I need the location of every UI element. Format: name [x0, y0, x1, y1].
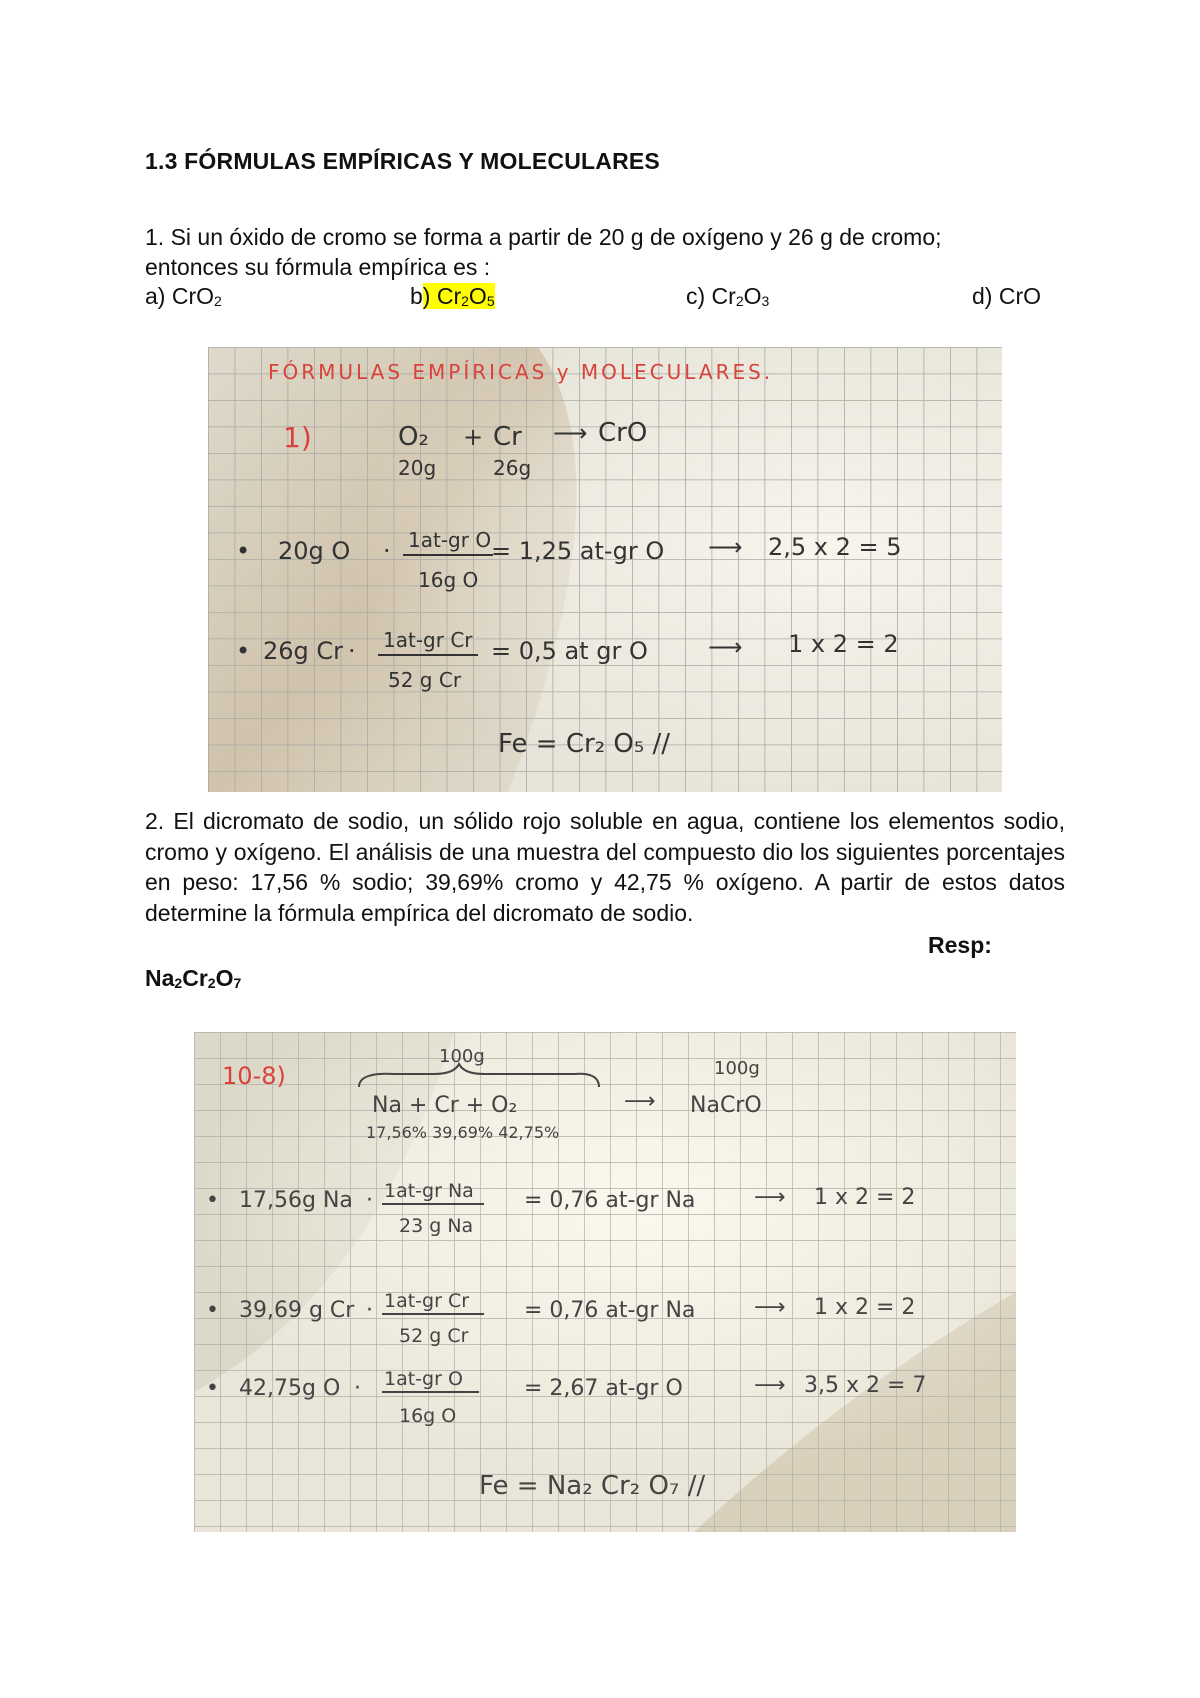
row2-calculation-2: 1 x 2 = 2 — [814, 1295, 916, 1320]
notebook-page-2 — [194, 1032, 1016, 1532]
highlighted-answer: ) $Cr_2O_5$ — [422, 283, 495, 309]
reactant-chromium: Cr — [493, 422, 522, 452]
handwritten-solution-photo-2 — [194, 1032, 1016, 1532]
empirical-formula-result: Fe = Cr₂ O₅ // — [498, 729, 671, 759]
row2-calculation: 1 x 2 = 2 — [788, 630, 899, 658]
plus-sign: + — [463, 423, 484, 451]
option-a: a) CrO$_2$ — [145, 283, 222, 309]
row2-dot: · — [348, 637, 356, 665]
row3-calculation-2: 3,5 x 2 = 7 — [804, 1373, 927, 1398]
row1-calculation: 2,5 x 2 = 5 — [768, 533, 902, 561]
row2-numerator-2: 1at-gr Cr — [384, 1290, 470, 1312]
notebook-page-1 — [208, 347, 1002, 792]
option-d: d) CrO — [972, 283, 1041, 309]
total-mass-product: 100g — [714, 1058, 760, 1079]
percent-composition: 17,56% 39,69% 42,75% — [366, 1123, 560, 1142]
product-formula-2: NaCrO — [690, 1093, 762, 1118]
problem-number-2: 10-8) — [222, 1062, 286, 1090]
empirical-formula-result-2: Fe = Na₂ Cr₂ O₇ // — [479, 1471, 706, 1501]
row2-denominator-2: 52 g Cr — [399, 1325, 469, 1347]
row1-result: = 1,25 at-gr O — [491, 537, 665, 565]
row1-arrow-2: ⟶ — [754, 1185, 786, 1210]
row2-quantity-2: 39,69 g Cr — [239, 1298, 355, 1323]
row1-calculation-2: 1 x 2 = 2 — [814, 1185, 916, 1210]
row3-arrow-2: ⟶ — [754, 1373, 786, 1398]
row3-bullet-2: • — [206, 1376, 219, 1401]
reactants-equation: Na + Cr + O₂ — [372, 1093, 518, 1118]
answer-formula: $Na_2Cr_2O_7$ — [145, 965, 242, 991]
row3-numerator-2: 1at-gr O — [384, 1368, 463, 1390]
reaction-arrow: ⟶ — [553, 419, 588, 447]
handwritten-solution-photo-1 — [208, 347, 1002, 792]
row1-numerator: 1at-gr O — [408, 528, 492, 552]
row2-denominator: 52 g Cr — [388, 668, 462, 692]
row1-denominator: 16g O — [418, 568, 479, 592]
row2-dot-2: · — [366, 1298, 373, 1323]
mass-oxygen: 20g — [398, 456, 437, 480]
row2-bullet: • — [236, 637, 251, 665]
row1-quantity: 20g O — [278, 537, 351, 565]
row3-quantity-2: 42,75g O — [239, 1376, 341, 1401]
question-1-text — [145, 222, 1065, 282]
row1-bullet: • — [236, 537, 251, 565]
problem-number: 1) — [283, 421, 312, 454]
reactant-oxygen: O₂ — [398, 422, 429, 452]
row1-numerator-2: 1at-gr Na — [384, 1180, 474, 1202]
response-label: Resp: — [928, 932, 992, 958]
row3-result-2: = 2,67 at-gr O — [524, 1376, 683, 1401]
row2-bullet-2: • — [206, 1298, 219, 1323]
total-mass-reactants: 100g — [439, 1046, 485, 1067]
row1-bullet-2: • — [206, 1188, 219, 1213]
option-b: b) $Cr_2O_5$ — [410, 283, 495, 309]
row3-dot-2: · — [354, 1376, 361, 1401]
option-c: c) $Cr_2O_3$ — [686, 283, 770, 309]
row2-result-2: = 0,76 at-gr Na — [524, 1298, 696, 1323]
reaction-arrow-2: ⟶ — [624, 1089, 656, 1114]
question-1-line-2: entonces su fórmula empírica es : — [145, 254, 491, 280]
row2-numerator: 1at-gr Cr — [383, 628, 473, 652]
row1-dot-2: · — [366, 1188, 373, 1213]
question-1-line-1: 1. Si un óxido de cromo se forma a partir de 20 g de oxígeno y 26 g de cromo; — [145, 224, 942, 250]
question-2-text: 2. El dicromato de sodio, un sólido rojo soluble en agua, contiene los elementos sodio, cromo y oxígeno. El análisis de una muestra del compuesto dio los siguientes porcentajes en peso: 17,56 % sodio; 39,69% cromo y 42,75 % oxígeno. A partir de estos datos determine la fórmula empírica del dicromato de sodio. — [145, 808, 1065, 926]
row1-denominator-2: 23 g Na — [399, 1215, 474, 1237]
section-title: 1.3 FÓRMULAS EMPÍRICAS Y MOLECULARES — [145, 148, 660, 174]
row2-result: = 0,5 at gr O — [491, 637, 648, 665]
mass-chromium: 26g — [493, 456, 532, 480]
row2-quantity: 26g Cr — [263, 637, 344, 665]
product-formula: CrO — [598, 418, 648, 448]
row2-arrow: ⟶ — [708, 633, 743, 661]
row3-denominator-2: 16g O — [399, 1405, 457, 1427]
row1-quantity-2: 17,56g Na — [239, 1188, 353, 1213]
row2-arrow-2: ⟶ — [754, 1295, 786, 1320]
notes-heading: FÓRMULAS EMPÍRICAS y MOLECULARES. — [268, 360, 774, 384]
row1-arrow: ⟶ — [708, 533, 743, 561]
row1-result-2: = 0,76 at-gr Na — [524, 1188, 696, 1213]
row1-dot: · — [383, 537, 391, 565]
